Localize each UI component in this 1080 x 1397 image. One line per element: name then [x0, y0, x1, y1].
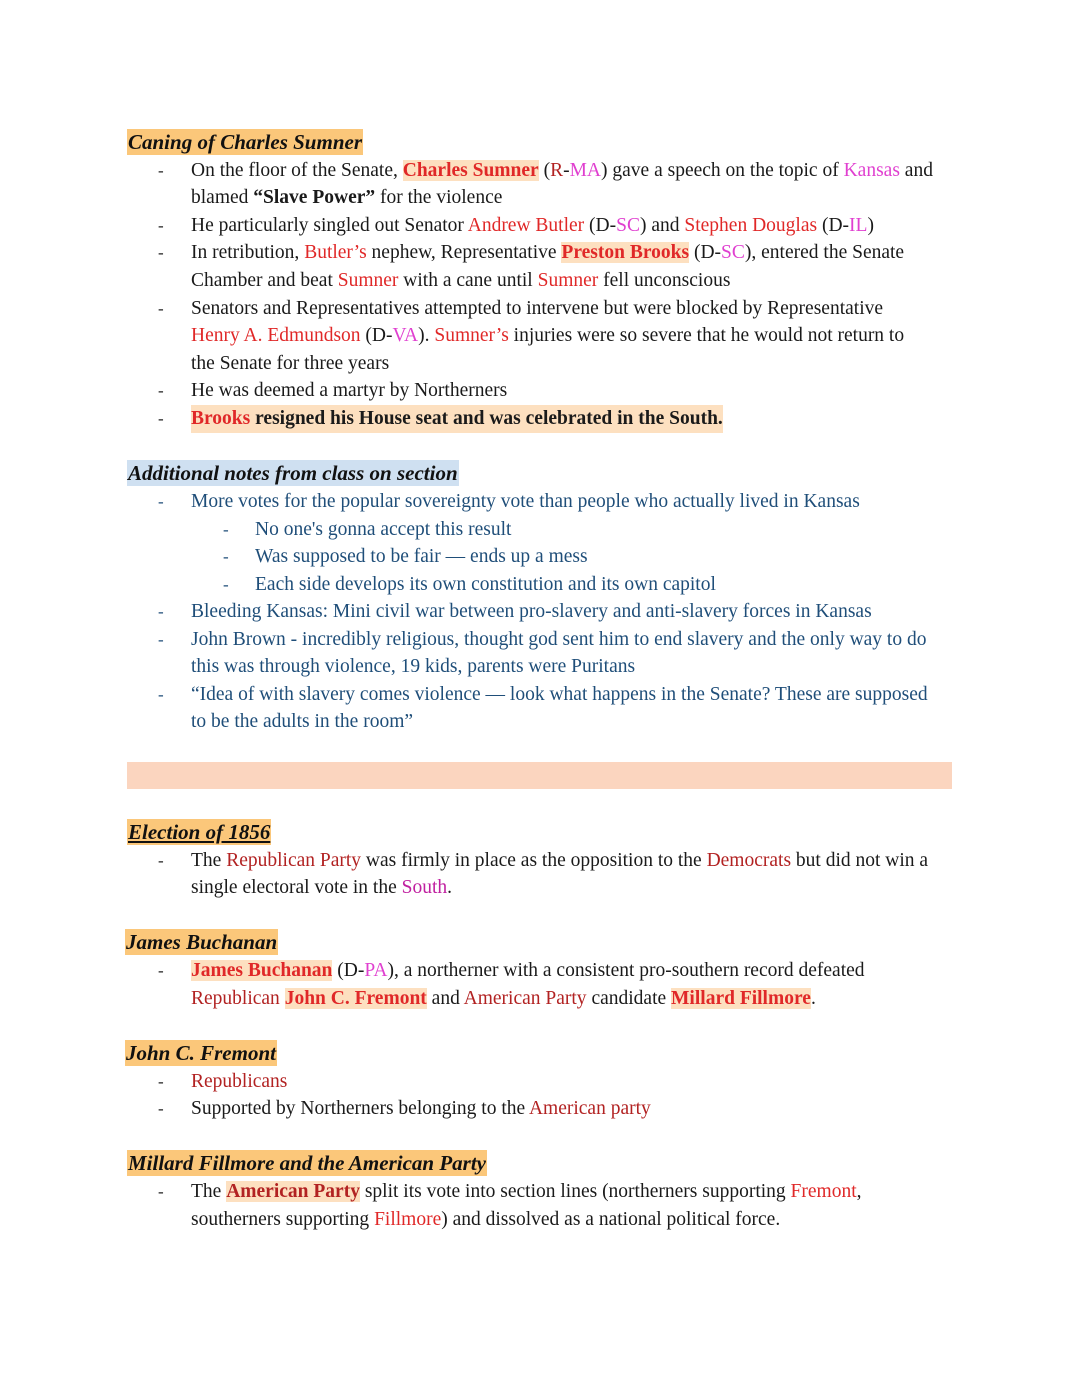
election-bullet-line-1: The Republican Party was firmly in place as the opposition to the Democrats but did not win a — [191, 850, 929, 871]
caning-bullet-5: He was deemed a martyr by Northerners — [191, 380, 508, 401]
bullet-dash: - — [158, 685, 164, 704]
bullet-dash: - — [158, 602, 164, 621]
election-bullet-line-2: single electoral vote in the South. — [191, 877, 453, 898]
bullet-dash: - — [158, 409, 164, 428]
fremont-bullet-2: Supported by Northerners belonging to the American party — [191, 1098, 651, 1119]
caning-bullet-4-line-2: Henry A. Edmundson (D-VA). Sumner’s injuries were so severe that he would not return to — [191, 325, 905, 346]
bullet-dash: - — [158, 1182, 164, 1201]
fillmore-bullet-line-1: The American Party split its vote into section lines (northerners supporting Fremont, — [191, 1181, 862, 1202]
caning-heading: Caning of Charles Sumner — [128, 130, 362, 154]
section-divider-bar — [127, 762, 952, 789]
additional-sub-bullet-2: Was supposed to be fair — ends up a mess — [255, 546, 588, 567]
additional-sub-bullet-1: No one's gonna accept this result — [255, 519, 512, 540]
additional-bullet-3-line-1: John Brown - incredibly religious, thought god sent him to end slavery and the only way to do — [191, 629, 927, 650]
caning-bullet-2: He particularly singled out Senator Andrew Butler (D-SC) and Stephen Douglas (D-IL) — [191, 215, 874, 236]
sub-bullet-dash: - — [223, 547, 229, 566]
additional-bullet-2: Bleeding Kansas: Mini civil war between pro-slavery and anti-slavery forces in Kansas — [191, 601, 872, 622]
fillmore-heading: Millard Fillmore and the American Party — [128, 1151, 486, 1175]
fremont-bullet-1: Republicans — [191, 1071, 288, 1092]
additional-bullet-4-line-2: to be the adults in the room” — [191, 711, 414, 732]
bullet-dash: - — [158, 381, 164, 400]
caning-bullet-6: Brooks resigned his House seat and was celebrated in the South. — [191, 405, 723, 433]
bullet-dash: - — [158, 851, 164, 870]
caning-bullet-3-line-1: In retribution, Butler’s nephew, Representative Preston Brooks (D-SC), entered the Senate — [191, 242, 905, 263]
additional-bullet-3-line-2: this was through violence, 19 kids, parents were Puritans — [191, 656, 636, 677]
fremont-heading: John C. Fremont — [126, 1041, 276, 1065]
additional-bullet-4-line-1: “Idea of with slavery comes violence — look what happens in the Senate? These are supposed — [191, 684, 928, 705]
sub-bullet-dash: - — [223, 575, 229, 594]
caning-bullet-1-line-1: On the floor of the Senate, Charles Sumner (R-MA) gave a speech on the topic of Kansas and — [191, 160, 933, 181]
caning-bullet-4-line-3: the Senate for three years — [191, 353, 390, 374]
caning-bullet-1-line-2: blamed “Slave Power” for the violence — [191, 187, 503, 208]
fillmore-bullet-line-2: southerners supporting Fillmore) and dissolved as a national political force. — [191, 1209, 781, 1230]
sub-bullet-dash: - — [223, 520, 229, 539]
bullet-dash: - — [158, 961, 164, 980]
caning-bullet-3-line-2: Chamber and beat Sumner with a cane until Sumner fell unconscious — [191, 270, 731, 291]
bullet-dash: - — [158, 299, 164, 318]
additional-bullet-1: More votes for the popular sovereignty vote than people who actually lived in Kansas — [191, 491, 860, 512]
buchanan-heading: James Buchanan — [126, 930, 278, 954]
buchanan-bullet-line-1: James Buchanan (D-PA), a northerner with a consistent pro-southern record defeated — [191, 960, 865, 981]
additional-notes-heading: Additional notes from class on section — [128, 461, 458, 485]
bullet-dash: - — [158, 492, 164, 511]
election-heading: Election of 1856 — [128, 820, 271, 844]
bullet-dash: - — [158, 243, 164, 262]
additional-sub-bullet-3: Each side develops its own constitution and its own capitol — [255, 574, 716, 595]
buchanan-bullet-line-2: Republican John C. Fremont and American Party candidate Millard Fillmore. — [191, 988, 816, 1009]
bullet-dash: - — [158, 161, 164, 180]
bullet-dash: - — [158, 216, 164, 235]
bullet-dash: - — [158, 1099, 164, 1118]
bullet-dash: - — [158, 1072, 164, 1091]
bullet-dash: - — [158, 630, 164, 649]
caning-bullet-4-line-1: Senators and Representatives attempted to intervene but were blocked by Representative — [191, 298, 884, 319]
